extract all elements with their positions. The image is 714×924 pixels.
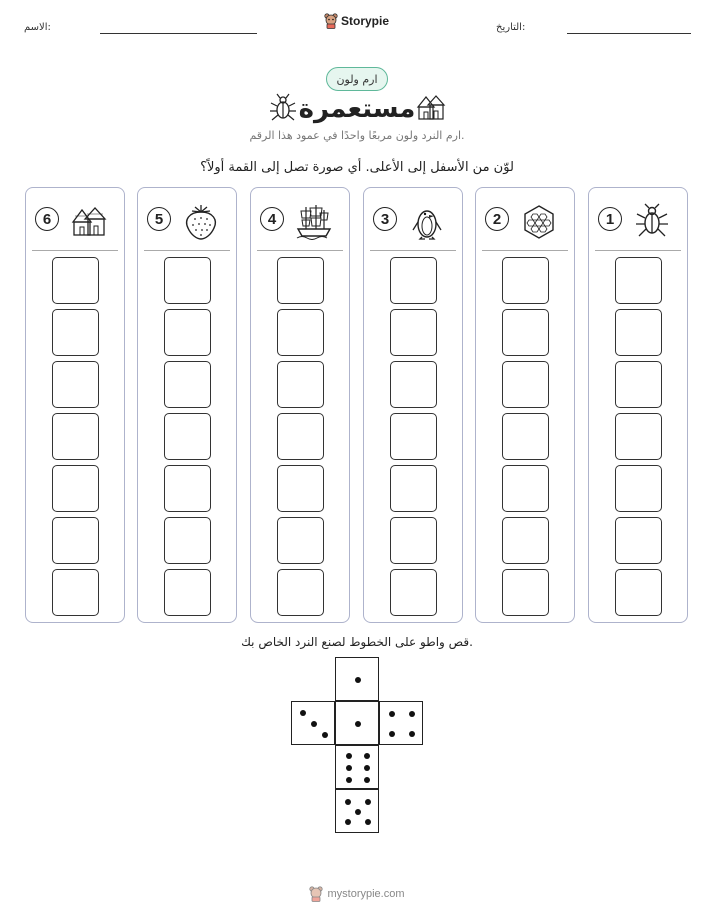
huts-icon [414, 93, 448, 123]
storypie-logo [324, 13, 389, 29]
column-1 [588, 187, 688, 623]
column-5 [137, 187, 237, 623]
penguin-icon [408, 202, 446, 240]
name-label: الاسم: [24, 22, 51, 33]
column-number: 1 [598, 207, 622, 231]
color-square[interactable] [615, 361, 662, 408]
column-divider [257, 250, 343, 251]
column-header [26, 202, 124, 242]
column-number: 5 [147, 207, 171, 231]
bear-icon [324, 13, 338, 29]
footer [0, 886, 714, 902]
cut-instruction: قص واطو على الخطوط لصنع النرد الخاص بك. [241, 635, 473, 649]
dice-pip [300, 710, 306, 716]
color-square[interactable] [164, 569, 211, 616]
color-square[interactable] [390, 257, 437, 304]
color-square[interactable] [52, 569, 99, 616]
dice-face [335, 745, 379, 789]
color-square[interactable] [502, 257, 549, 304]
dice-pip [355, 809, 361, 815]
dice-pip [389, 731, 395, 737]
bear-icon [309, 886, 323, 902]
color-square[interactable] [502, 465, 549, 512]
color-square[interactable] [390, 517, 437, 564]
color-square[interactable] [52, 309, 99, 356]
color-square[interactable] [52, 413, 99, 460]
dice-pip [311, 721, 317, 727]
column-divider [370, 250, 456, 251]
dice-face [335, 789, 379, 833]
color-square[interactable] [164, 517, 211, 564]
color-square[interactable] [277, 257, 324, 304]
column-number: 2 [485, 207, 509, 231]
dice-pip [365, 819, 371, 825]
color-square[interactable] [502, 361, 549, 408]
dice-pip [355, 721, 361, 727]
color-square[interactable] [52, 465, 99, 512]
color-square[interactable] [277, 517, 324, 564]
strawberry-icon [182, 202, 220, 240]
color-square[interactable] [52, 257, 99, 304]
column-header [476, 202, 574, 242]
color-square[interactable] [502, 517, 549, 564]
color-square[interactable] [615, 413, 662, 460]
date-line[interactable] [567, 33, 691, 34]
bug-icon [633, 202, 671, 240]
dice-pip [346, 765, 352, 771]
dice-pip [389, 711, 395, 717]
color-square[interactable] [390, 569, 437, 616]
color-square[interactable] [615, 569, 662, 616]
dice-pip [409, 711, 415, 717]
huts-icon [70, 202, 108, 240]
color-square[interactable] [615, 257, 662, 304]
dice-pip [345, 799, 351, 805]
column-number: 3 [373, 207, 397, 231]
column-header [251, 202, 349, 242]
color-square[interactable] [277, 465, 324, 512]
date-label: التاريخ: [496, 22, 526, 33]
column-3 [363, 187, 463, 623]
dice-face [291, 701, 335, 745]
color-square[interactable] [277, 413, 324, 460]
dice-pip [322, 732, 328, 738]
column-2 [475, 187, 575, 623]
color-square[interactable] [277, 309, 324, 356]
honeycomb-icon [520, 202, 558, 240]
column-divider [144, 250, 230, 251]
column-header [364, 202, 462, 242]
color-square[interactable] [164, 413, 211, 460]
instruction: لوّن من الأسفل إلى الأعلى. أي صورة تصل إلى القمة أولاً؟ [200, 160, 514, 175]
color-square[interactable] [390, 413, 437, 460]
color-square[interactable] [164, 361, 211, 408]
column-4 [250, 187, 350, 623]
column-header [138, 202, 236, 242]
dice-pip [364, 753, 370, 759]
dice-pip [345, 819, 351, 825]
dice-pip [346, 753, 352, 759]
color-square[interactable] [502, 309, 549, 356]
color-square[interactable] [164, 465, 211, 512]
color-square[interactable] [390, 465, 437, 512]
column-divider [595, 250, 681, 251]
color-square[interactable] [52, 361, 99, 408]
color-square[interactable] [277, 569, 324, 616]
column-6 [25, 187, 125, 623]
dice-face [335, 657, 379, 701]
ship-icon [295, 202, 333, 240]
dice-face [379, 701, 423, 745]
dice-face [335, 701, 379, 745]
name-line[interactable] [100, 33, 257, 34]
activity-badge: ارم ولون [326, 67, 388, 91]
footer-site: mystorypie.com [327, 888, 405, 900]
dice-pip [346, 777, 352, 783]
page-title: مستعمرة [298, 94, 416, 124]
color-square[interactable] [164, 257, 211, 304]
dice-pip [364, 765, 370, 771]
dice-pip [364, 777, 370, 783]
column-header [589, 202, 687, 242]
brand-name: Storypie [341, 14, 390, 28]
dice-pip [365, 799, 371, 805]
column-divider [482, 250, 568, 251]
dice-pip [355, 677, 361, 683]
color-square[interactable] [390, 309, 437, 356]
dice-pip [409, 731, 415, 737]
color-square[interactable] [164, 309, 211, 356]
color-square[interactable] [52, 517, 99, 564]
color-square[interactable] [615, 309, 662, 356]
color-square[interactable] [615, 517, 662, 564]
subtitle: ارم النرد ولون مربعًا واحدًا في عمود هذا الرقم. [249, 129, 465, 142]
color-square[interactable] [502, 569, 549, 616]
color-square[interactable] [390, 361, 437, 408]
column-number: 6 [35, 207, 59, 231]
column-number: 4 [260, 207, 284, 231]
color-square[interactable] [615, 465, 662, 512]
color-square[interactable] [277, 361, 324, 408]
color-square[interactable] [502, 413, 549, 460]
column-divider [32, 250, 118, 251]
